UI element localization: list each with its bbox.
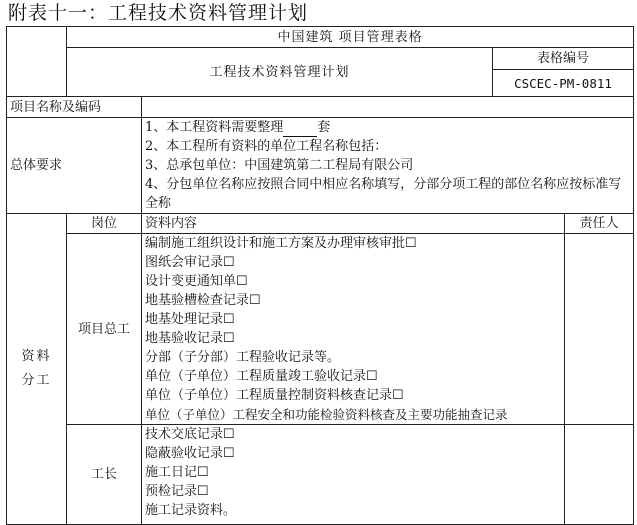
list-item: 技术交底记录☐ xyxy=(145,427,235,442)
checkbox-icon[interactable]: ☐ xyxy=(223,446,235,461)
org-header: 中国建筑 项目管理表格 xyxy=(67,27,634,48)
content-header: 资料内容 xyxy=(142,214,565,234)
chief-engineer-owner[interactable] xyxy=(565,234,634,425)
checkbox-icon[interactable]: ☐ xyxy=(197,465,209,480)
page-heading: 附表十一：工程技术资料管理计划 xyxy=(8,2,309,24)
checkbox-icon[interactable]: ☐ xyxy=(392,388,404,403)
requirement-item-2: 2、本工程所有资料的单位工程名称包括： xyxy=(145,139,388,154)
project-name-value[interactable] xyxy=(142,97,634,118)
form-code-value: CSCEC-PM-0811 xyxy=(493,70,634,97)
requirements-label: 总体要求 xyxy=(7,118,142,214)
requirements-content xyxy=(142,118,634,214)
list-item: 设计变更通知单☐ xyxy=(145,274,248,289)
checkbox-icon[interactable]: ☐ xyxy=(236,274,248,289)
checkbox-icon[interactable]: ☐ xyxy=(223,255,235,270)
project-name-label: 项目名称及编码 xyxy=(7,97,142,118)
checkbox-icon[interactable]: ☐ xyxy=(223,331,235,346)
checkbox-icon[interactable]: ☐ xyxy=(366,369,378,384)
chief-engineer-items xyxy=(142,234,565,425)
copies-blank[interactable] xyxy=(283,122,317,137)
list-item: 分部（子分部）工程验收记录等。 xyxy=(145,350,341,365)
checkbox-icon[interactable]: ☐ xyxy=(249,293,261,308)
management-plan-table xyxy=(6,26,634,525)
list-item: 编制施工组织设计和施工方案及办理审核审批☐ xyxy=(145,236,417,251)
checkbox-icon[interactable]: ☐ xyxy=(223,312,235,327)
list-item: 施工日记☐ xyxy=(145,465,209,480)
list-item: 单位（子单位）工程质量竣工验收记录☐ xyxy=(145,369,378,384)
checkbox-icon[interactable]: ☐ xyxy=(223,427,235,442)
list-item: 预检记录☐ xyxy=(145,484,209,499)
requirement-item-3: 3、总承包单位：中国建筑第二工程局有限公司 xyxy=(145,158,414,173)
list-item: 地基处理记录☐ xyxy=(145,312,235,327)
role-foreman: 工长 xyxy=(67,425,142,525)
checkbox-icon[interactable]: ☐ xyxy=(405,236,417,251)
division-label: 资料 分工 xyxy=(7,214,67,525)
list-item: 地基验收记录☐ xyxy=(145,331,235,346)
list-item: 图纸会审记录☐ xyxy=(145,255,235,270)
list-item: 单位（子单位）工程质量控制资料核查记录☐ xyxy=(145,388,404,403)
owner-header: 责任人 xyxy=(565,214,634,234)
checkbox-icon[interactable]: ☐ xyxy=(197,484,209,499)
list-item: 单位（子单位）工程安全和功能检验资料核查及主要功能抽查记录 xyxy=(145,407,508,422)
foreman-items xyxy=(142,425,565,525)
role-chief-engineer: 项目总工 xyxy=(67,234,142,425)
foreman-owner[interactable] xyxy=(565,425,634,525)
position-header: 岗位 xyxy=(67,214,142,234)
requirement-item-1: 1、本工程资料需要整理 套 xyxy=(145,120,331,135)
list-item: 隐蔽验收记录☐ xyxy=(145,446,235,461)
form-title: 工程技术资料管理计划 xyxy=(67,48,493,97)
logo-cell xyxy=(7,27,67,97)
requirement-item-4: 4、分包单位名称应按照合同中相应名称填写，分部分项工程的部位名称应按标准写全称 xyxy=(145,177,622,211)
list-item: 施工记录资料。 xyxy=(145,503,237,518)
form-code-label: 表格编号 xyxy=(493,48,634,70)
list-item: 地基验槽检查记录☐ xyxy=(145,293,261,308)
